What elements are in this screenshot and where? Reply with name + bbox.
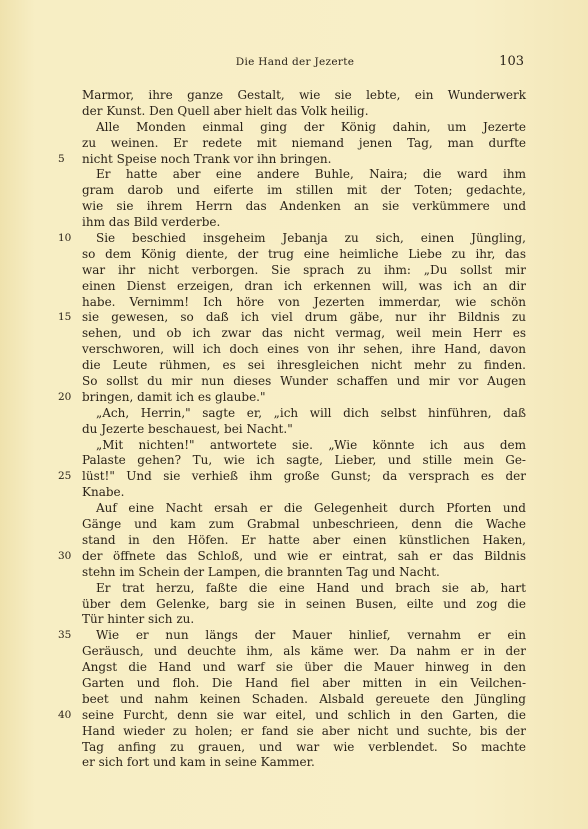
line-text: „Ach, Herrin," sagte er, „ich will dich selbst hinführen, daß	[96, 405, 526, 420]
text-line	[82, 263, 526, 279]
text-line	[82, 215, 526, 231]
line-text: Knabe.	[82, 485, 125, 500]
line-text: „Mit nichten!" antwortete sie. „Wie könnte ich aus dem	[96, 437, 526, 452]
text-line	[82, 247, 526, 263]
line-text: Marmor, ihre ganze Gestalt, wie sie lebte, ein Wunderwerk	[82, 88, 526, 102]
line-text: einen Dienst erzeigen, dran ich erkennen will, was ich an dir	[82, 278, 526, 293]
text-line	[82, 597, 526, 613]
text-line	[82, 295, 526, 311]
line-text: nicht Speise noch Trank vor ihn bringen.	[82, 151, 332, 166]
text-line	[82, 581, 526, 597]
line-text: lüst!" Und sie verhieß ihm große Gunst; da versprach es der	[82, 469, 526, 484]
text-line	[82, 406, 526, 422]
line-text: Geräusch, und deuchte ihm, als käme wer. Da nahm er in der	[82, 644, 526, 659]
line-text: so dem König diente, der trug eine heimliche Liebe zu ihr, das	[82, 246, 526, 261]
text-line	[82, 104, 526, 120]
line-text: du Jezerte beschauest, bei Nacht."	[82, 421, 293, 436]
line-text: Er trat herzu, faßte die eine Hand und brach sie ab, hart	[96, 580, 526, 595]
line-text: Sie beschied insgeheim Jebanja zu sich, einen Jüngling,	[96, 231, 526, 246]
text-line	[82, 644, 526, 660]
line-text: Palaste gehen? Tu, wie ich sagte, Lieber, und stille mein Ge-	[82, 453, 526, 468]
text-line	[82, 279, 526, 295]
text-line	[58, 707, 526, 724]
line-text: war ihr nicht verborgen. Sie sprach zu ihm: „Du sollst mir	[82, 262, 526, 277]
line-text: Tür hinter sich zu.	[82, 612, 195, 627]
page-header	[60, 54, 530, 74]
text-line	[82, 692, 526, 708]
text-line	[82, 120, 526, 136]
line-text: Angst die Hand und warf sie über die Mauer hinweg in den	[82, 660, 526, 675]
text-line	[82, 660, 526, 676]
line-text: stand in den Höfen. Er hatte aber einen künstlichen Haken,	[82, 532, 526, 547]
text-line	[82, 676, 526, 692]
line-text: beet und nahm keinen Schaden. Alsbald gereuete den Jüngling	[82, 691, 526, 706]
text-line	[58, 151, 526, 168]
line-text: sehen, und ob ich zwar das nicht vermag, weil mein Herr es	[82, 326, 526, 341]
text-line	[82, 724, 526, 740]
line-text: wie sie ihrem Herrn das Andenken an sie verkümmere und	[82, 199, 526, 214]
text-line	[82, 199, 526, 215]
text-line	[82, 485, 526, 501]
text-line	[58, 548, 526, 565]
line-text: Gänge und kam zum Grabmal unbeschrieen, denn die Wache	[82, 517, 526, 532]
line-text: gram darob und eiferte im stillen mit der Toten; gedachte,	[82, 183, 526, 198]
text-line	[82, 136, 526, 152]
text-line	[82, 358, 526, 374]
running-title: Die Hand der Jezerte	[235, 56, 355, 68]
line-text: ihm das Bild verderbe.	[82, 215, 221, 230]
text-line	[82, 167, 526, 183]
line-number: 10	[58, 232, 72, 245]
line-text: Garten und floh. Die Hand fiel aber mitten in ein Veilchen-	[82, 675, 526, 690]
text-line	[58, 469, 526, 485]
line-text: der öffnete das Schloß, und wie er eintrat, sah er das Bildnis	[82, 548, 526, 563]
line-number: 30	[58, 549, 72, 562]
line-text: seine Furcht, denn sie war eitel, und schlich in den Garten, die	[82, 707, 526, 722]
page-number: 103	[499, 54, 524, 69]
line-text: habe. Vernimm! Ich höre von Jezerten immerdar, wie schön	[82, 294, 526, 309]
line-text: sie gewesen, so daß ich viel drum gäbe, nur ihr Bildnis zu	[82, 310, 526, 325]
body-text	[58, 88, 526, 771]
line-number: 15	[58, 311, 72, 324]
line-number: 5	[58, 152, 65, 165]
text-line	[82, 88, 526, 104]
text-line	[82, 342, 526, 358]
line-text: Auf eine Nacht ersah er die Gelegenheit durch Pforten und	[96, 501, 526, 516]
line-text: stehn im Schein der Lampen, die brannten Tag und Nacht.	[82, 564, 440, 579]
line-text: Er hatte aber eine andere Buhle, Naira; die ward ihm	[96, 167, 526, 182]
line-number: 35	[58, 629, 72, 642]
text-line	[82, 422, 526, 438]
line-text: Wie er nun längs der Mauer hinlief, vernahm er ein	[96, 628, 526, 643]
text-line	[58, 628, 526, 644]
text-line	[82, 517, 526, 533]
line-text: Hand wieder zu holen; er fand sie aber nicht und suchte, bis der	[82, 723, 526, 738]
text-line	[58, 389, 526, 406]
line-text: zu weinen. Er redete mit niemand jenen Tag, man durfte	[82, 135, 526, 150]
text-line	[82, 533, 526, 549]
text-line	[82, 326, 526, 342]
line-text: über dem Gelenke, barg sie in seinen Busen, eilte und zog die	[82, 596, 526, 611]
line-text: So sollst du mir nun dieses Wunder schaffen und mir vor Augen	[82, 374, 526, 389]
line-text: die Leute rühmen, es sei ihresgleichen nicht mehr zu finden.	[82, 358, 526, 373]
text-line	[82, 755, 526, 771]
text-line	[58, 310, 526, 326]
text-line	[82, 183, 526, 199]
text-line	[82, 565, 526, 581]
line-text: Tag anfing zu grauen, und war wie verblendet. So machte	[82, 739, 526, 754]
line-number: 25	[58, 470, 72, 483]
text-line	[82, 374, 526, 390]
text-line	[82, 453, 526, 469]
line-text: Alle Monden einmal ging der König dahin, um Jezerte	[96, 119, 526, 134]
line-number: 40	[58, 708, 72, 721]
text-line	[82, 740, 526, 756]
text-line	[58, 231, 526, 247]
line-text: verschworen, will ich doch eines von ihr sehen, ihre Hand, davon	[82, 342, 526, 357]
line-text: der Kunst. Den Quell aber hielt das Volk heilig.	[82, 103, 369, 118]
line-text: er sich fort und kam in seine Kammer.	[82, 755, 315, 770]
text-line	[82, 501, 526, 517]
line-number: 20	[58, 390, 72, 403]
text-line	[82, 438, 526, 454]
line-text: bringen, damit ich es glaube."	[82, 389, 266, 404]
text-line	[82, 612, 526, 628]
